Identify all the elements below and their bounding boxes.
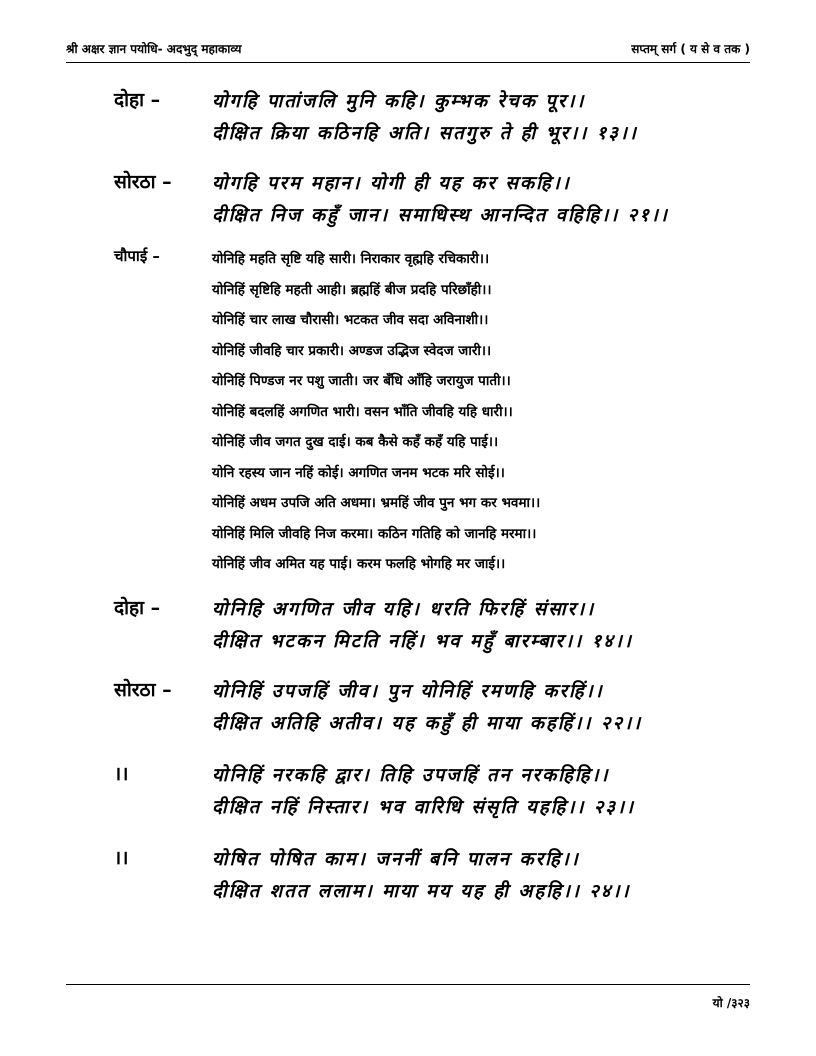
chaupai-line: योनिहि महति सृष्टि यहि सारी। निराकार वृह्महि रचिकारी।। [212, 251, 490, 267]
chaupai-line: योनिहिं मिलि जीवहि निज करमा। कठिन गतिहि को जानहि मरमा।। [212, 525, 537, 542]
chapter-title: सप्तम् सर्ग ( य से व तक ) [631, 42, 750, 56]
chaupai-line: योनिहिं पिण्डज नर पशु जाती। जर बँधि आँहि जरायुज पाती।। [212, 373, 511, 389]
verse-line: योषित पोषित काम। जननीं बनि पालन करहि।। [212, 848, 580, 870]
stanza-doha-14 [114, 594, 714, 658]
stanza-chaupai [114, 244, 714, 580]
chaupai-line: योनिहिं जीवहि चार प्रकारी। अण्डज उद्भिज स्वेदज जारी।। [212, 342, 492, 359]
stanza-label: ।। [114, 846, 129, 869]
stanza-soratha-21 [114, 168, 714, 232]
verse-line: दीक्षित क्रिया कठिनहि अति। सतगुरु ते ही भूर।। १३।। [212, 123, 638, 144]
stanza-label: सोरठा – [114, 171, 172, 193]
verse-line: योनिहि अगणित जीव यहि। धरति फिरहिं संसार।। [212, 598, 596, 620]
page-number: यो /३२३ [712, 996, 750, 1010]
verse-line: योनिहिं उपजहिं जीव। पुन योनिहिं रमणहि करहिं।। [212, 680, 604, 702]
stanza-soratha-23 [114, 760, 714, 824]
stanza-label: दोहा – [114, 596, 161, 619]
stanza-label: सोरठा – [114, 678, 172, 701]
stanza-soratha-22 [114, 676, 714, 740]
chaupai-line: योनिहिं चार लाख चौरासी। भटकत जीव सदा अविनाशी।। [212, 312, 489, 328]
page-body [114, 82, 714, 908]
footer-rule [66, 984, 750, 985]
stanza-label: दोहा – [114, 89, 161, 111]
stanza-label: चौपाई – [114, 247, 160, 265]
verse-line: योनिहिं नरकहि द्वार। तिहि उपजहिं तन नरकहिहि।। [212, 764, 610, 786]
verse-line: दीक्षित भटकन मिटति नहिं। भव महुँ बारम्बार।। १४।। [212, 630, 633, 652]
chaupai-line: योनिहिं बदलहिं अगणित भारी। वसन भाँति जीवहि यहि धारी।। [212, 403, 513, 420]
stanza-soratha-24 [114, 844, 714, 908]
chaupai-line: योनिहिं जीव अमित यह पाई। करम फलहि भोगहि मर जाई।। [212, 556, 506, 572]
verse-line: योगहि परम महान। योगी ही यह कर सकहि।। [212, 173, 571, 194]
chaupai-line: योनिहिं सृष्टिहि महती आही। ब्रह्महिं बीज प्रदहि परिछाँही।। [212, 281, 492, 298]
stanza-label: ।। [114, 762, 129, 785]
stanza-doha-13 [114, 86, 714, 150]
chaupai-line: योनिहिं अधम उपजि अति अधमा। भ्रमहिं जीव पुन भग कर भवमा।। [212, 495, 541, 511]
verse-line: दीक्षित निज कहुँ जान। समाधिस्थ आनन्दित वहिहि।। २१।। [212, 205, 669, 226]
chaupai-line: योनिहिं जीव जगत दुख दाई। कब कैसे कहँ कहँ यहि पाई।। [212, 434, 499, 450]
book-title: श्री अक्षर ज्ञान पयोधि- अदभुद् महाकाव्य [66, 42, 242, 56]
chaupai-line: योनि रहस्य जान नहिं कोई। अगणित जनम भटक मरि सोई।। [212, 464, 505, 481]
page-header [66, 40, 750, 60]
header-rule [66, 62, 750, 63]
verse-line: योगहि पातांजलि मुनि कहि। कुम्भक रेचक पूर।। [212, 91, 586, 112]
verse-line: दीक्षित अतिहि अतीव। यह कहुँ ही माया कहहिं।। २२।। [212, 712, 643, 734]
verse-line: दीक्षित शतत ललाम। माया मय यह ही अहहि।। २४।। [212, 880, 631, 902]
verse-line: दीक्षित नहिं निस्तार। भव वारिधि संसृति यहहि।। २३।। [212, 796, 636, 818]
